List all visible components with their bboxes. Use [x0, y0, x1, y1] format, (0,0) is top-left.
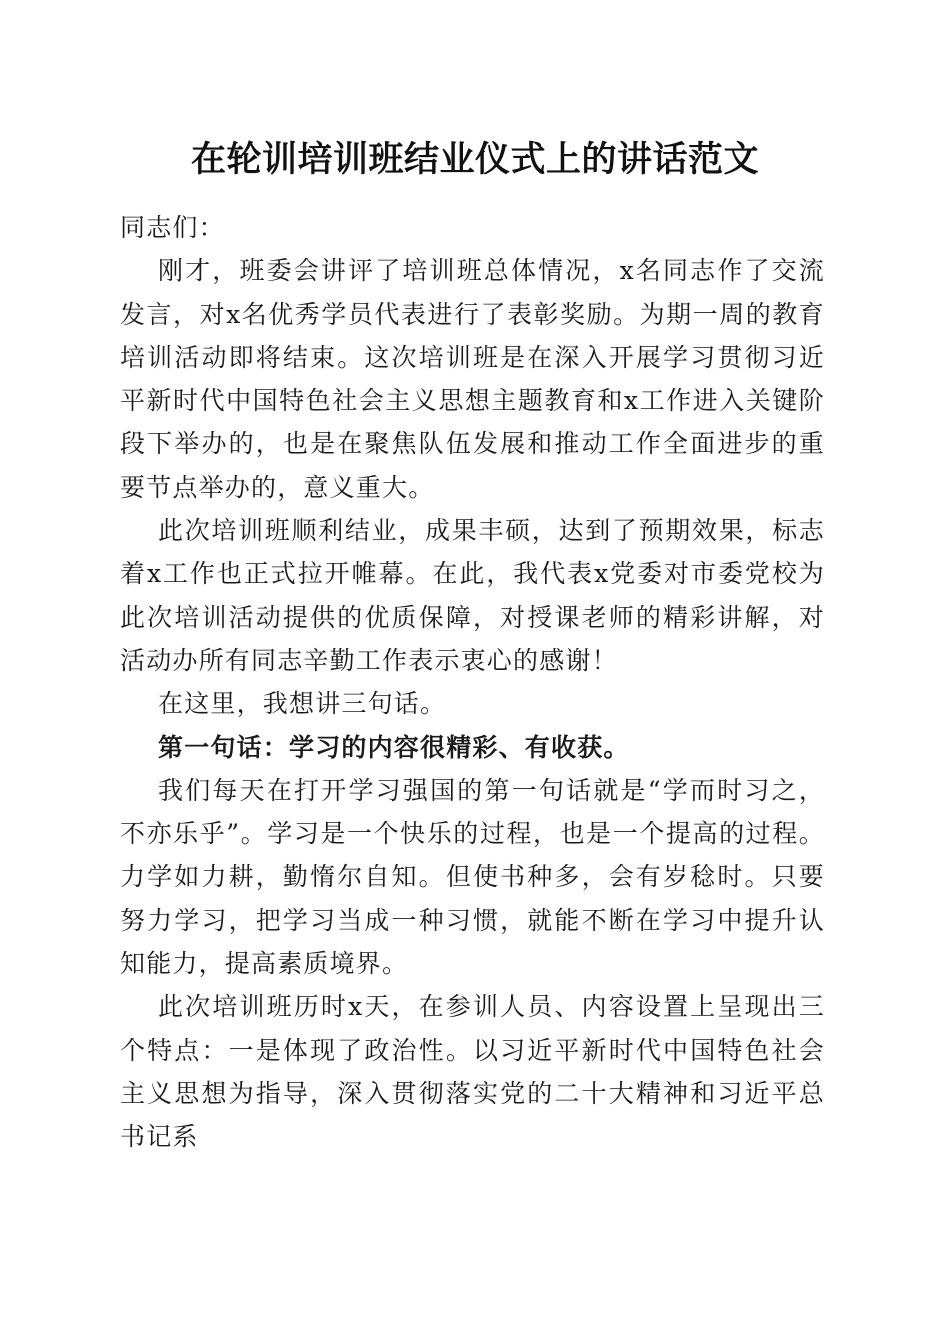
document-body — [120, 206, 825, 1159]
section-heading: 第一句话：学习的内容很精彩、有收获。 — [158, 732, 630, 762]
paragraph: 在这里，我想讲三句话。 — [158, 689, 447, 719]
salutation: 同志们： — [120, 213, 225, 242]
paragraph: 此次培训班顺利结业，成果丰硕，达到了预期效果，标志着x工作也正式拉开帷幕。在此，我代表x党委对市委党校为此次培训活动提供的优质保障，对授课老师的精彩讲解，对活动办所有同志辛勤工作表示衷心的感谢！ — [120, 516, 825, 675]
paragraph: 刚才，班委会讲评了培训班总体情况，x名同志作了交流发言，对x名优秀学员代表进行了表彰奖励。为期一周的教育培训活动即将结束。这次培训班是在深入开展学习贯彻习近平新时代中国特色社会主义思想主题教育和x工作进入关键阶段下举办的，也是在聚焦队伍发展和推动工作全面进步的重要节点举办的，意义重大。 — [120, 256, 825, 502]
paragraph: 此次培训班历时x天，在参训人员、内容设置上呈现出三个特点：一是体现了政治性。以习近平新时代中国特色社会主义思想为指导，深入贯彻落实党的二十大精神和习近平总书记系 — [120, 992, 825, 1152]
document-title: 在轮训培训班结业仪式上的讲话范文 — [190, 139, 759, 180]
paragraph: 我们每天在打开学习强国的第一句话就是“学而时习之，不亦乐乎”。学习是一个快乐的过程，也是一个提高的过程。力学如力耕，勤惰尔自知。但使书种多，会有岁稔时。只要努力学习，把学习当成一种习惯，就能不断在学习中提升认知能力，提高素质境界。 — [120, 775, 825, 979]
